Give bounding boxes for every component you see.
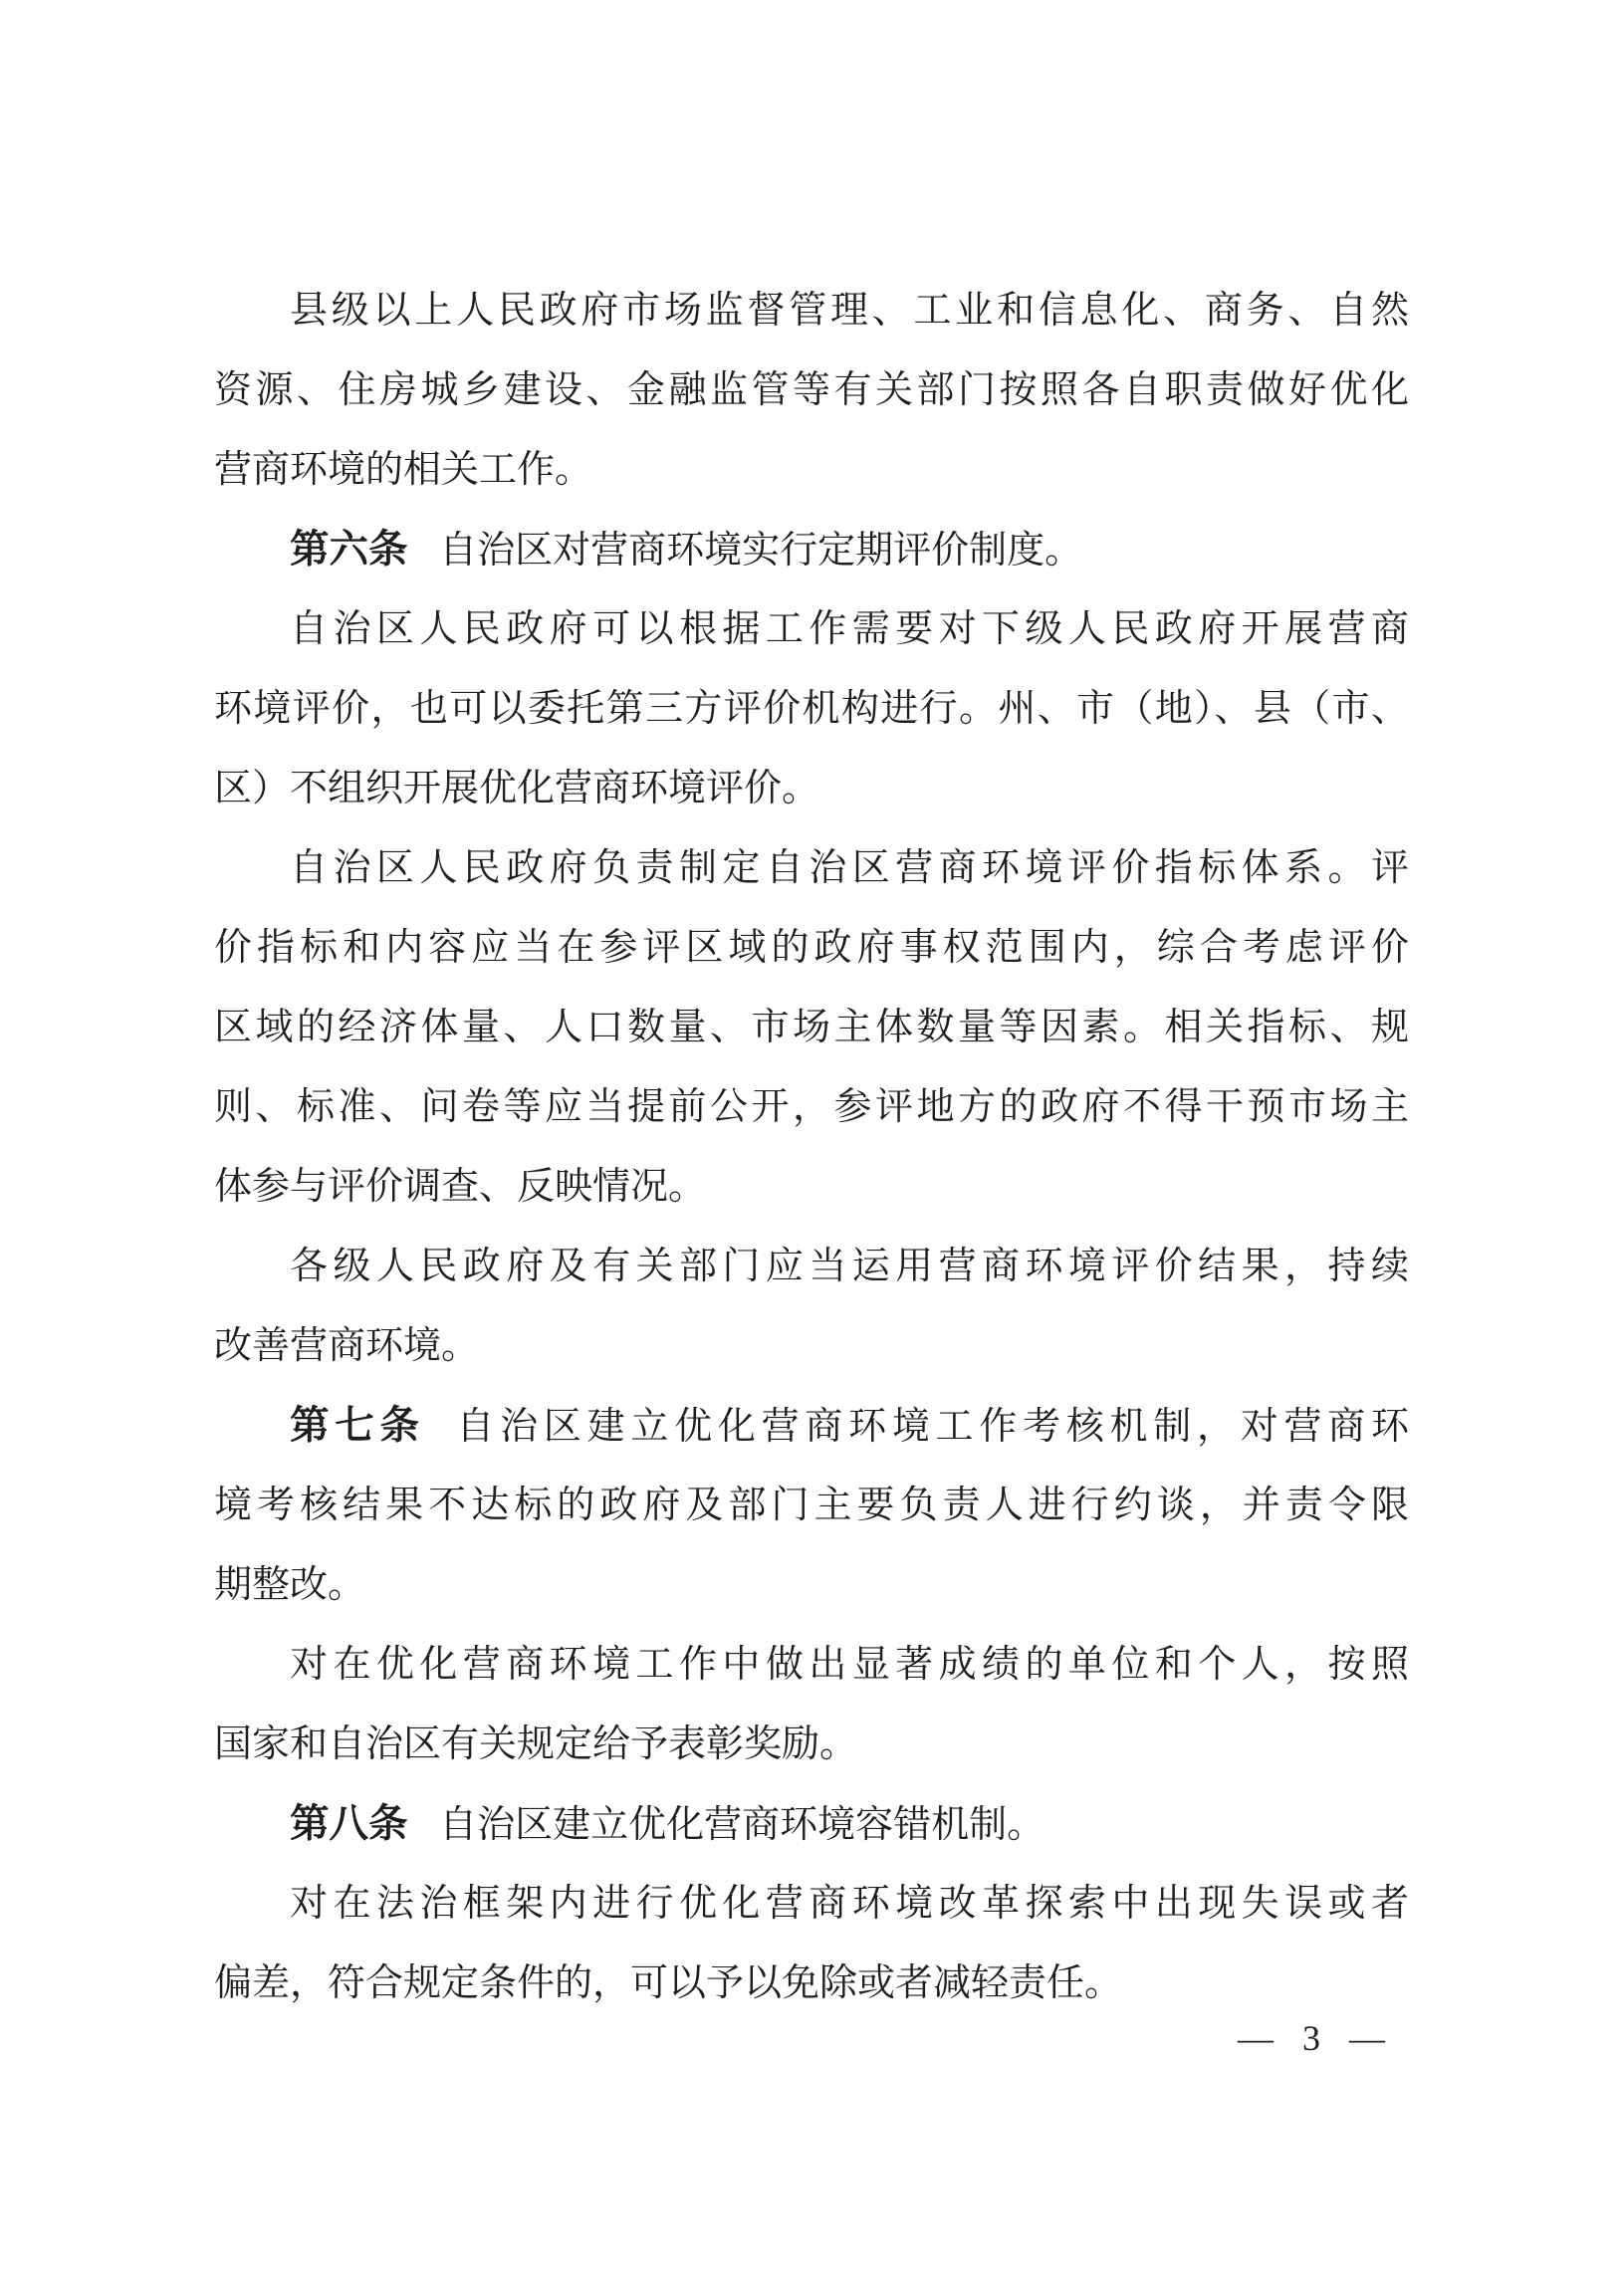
text-line [214, 749, 1409, 828]
text-line [214, 1944, 1409, 2023]
text-line [214, 1545, 1409, 1625]
line-text: 自治区建立优化营商环境容错机制。 [439, 1804, 1045, 1846]
line-text: 县级以上人民政府市场监督管理、工业和信息化、商务、自然 [290, 290, 1409, 332]
text-line [214, 350, 1409, 430]
text-line [214, 1067, 1409, 1147]
line-text: 期整改。 [214, 1564, 366, 1606]
article-number-label: 第七条 [290, 1404, 425, 1448]
page-number: 3 [1302, 2018, 1320, 2058]
line-text: 价指标和内容应当在参评区域的政府事权范围内，综合考虑评价 [214, 927, 1409, 969]
text-line [214, 1306, 1409, 1386]
article-heading-line [214, 1386, 1409, 1466]
line-text: 自治区对营商环境实行定期评价制度。 [439, 530, 1083, 572]
line-text: 各级人民政府及有关部门应当运用营商环境评价结果，持续 [290, 1246, 1409, 1287]
text-line [214, 1864, 1409, 1944]
text-line [214, 1625, 1409, 1705]
footer-dash-right: — [1349, 2018, 1385, 2058]
footer-dash-left: — [1238, 2018, 1274, 2058]
page-footer [1238, 2014, 1385, 2062]
line-text: 则、标准、问卷等应当提前公开，参评地方的政府不得干预市场主 [214, 1086, 1409, 1128]
text-line [214, 988, 1409, 1067]
line-text: 改善营商环境。 [214, 1325, 480, 1367]
line-text: 资源、住房城乡建设、金融监管等有关部门按照各自职责做好优化 [214, 369, 1409, 411]
line-text: 营商环境的相关工作。 [214, 449, 593, 491]
article-heading-line [214, 1784, 1409, 1864]
line-text: 自治区建立优化营商环境工作考核机制，对营商环 [456, 1406, 1409, 1448]
line-text: 区）不组织开展优化营商环境评价。 [214, 768, 820, 809]
line-text: 自治区人民政府负责制定自治区营商环境评价指标体系。评 [290, 847, 1409, 889]
line-text: 体参与评价调查、反映情况。 [214, 1166, 707, 1208]
text-line [214, 908, 1409, 988]
text-line [214, 430, 1409, 510]
line-text: 区域的经济体量、人口数量、市场主体数量等因素。相关指标、规 [214, 1007, 1409, 1048]
article-number-label: 第八条 [290, 1802, 408, 1846]
text-line [214, 1227, 1409, 1306]
article-heading-line [214, 510, 1409, 589]
text-line [214, 271, 1409, 350]
text-line [214, 589, 1409, 669]
line-text: 偏差，符合规定条件的，可以予以免除或者减轻责任。 [214, 1962, 1123, 2004]
text-line [214, 1705, 1409, 1784]
text-line [214, 1147, 1409, 1227]
document-body [214, 271, 1409, 2023]
text-line [214, 669, 1409, 749]
text-line [214, 828, 1409, 908]
line-text: 对在法治框架内进行优化营商环境改革探索中出现失误或者 [290, 1883, 1409, 1925]
line-text: 自治区人民政府可以根据工作需要对下级人民政府开展营商 [290, 608, 1409, 650]
article-number-label: 第六条 [290, 528, 408, 572]
line-text: 环境评价，也可以委托第三方评价机构进行。州、市（地）、县（市、 [214, 688, 1409, 730]
line-text: 国家和自治区有关规定给予表彰奖励。 [214, 1723, 858, 1765]
text-line [214, 1466, 1409, 1545]
line-text: 对在优化营商环境工作中做出显著成绩的单位和个人，按照 [290, 1644, 1409, 1686]
line-text: 境考核结果不达标的政府及部门主要负责人进行约谈，并责令限 [214, 1485, 1409, 1526]
